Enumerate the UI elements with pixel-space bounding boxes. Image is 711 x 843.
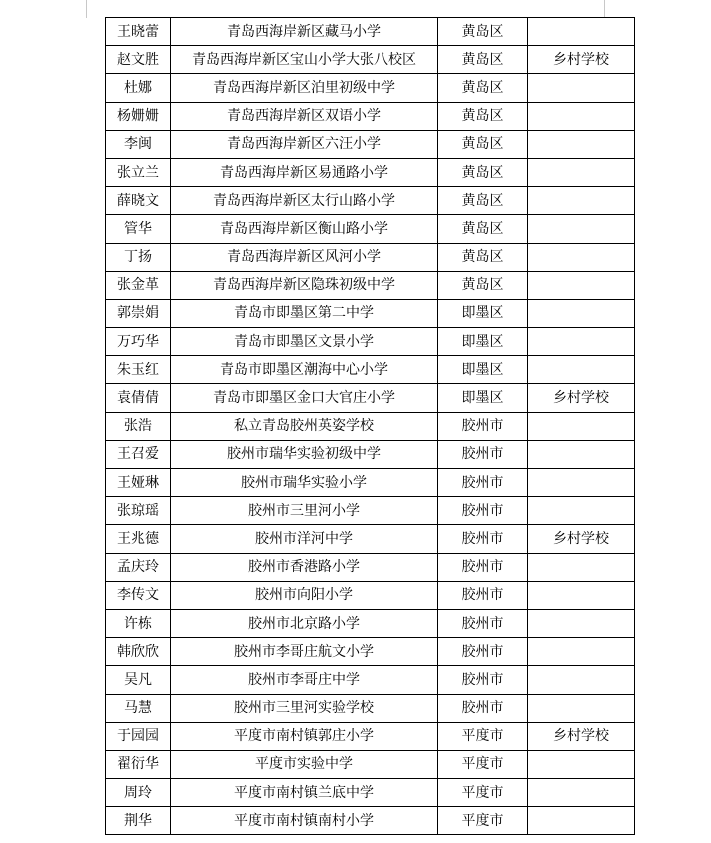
table-row [106,46,635,74]
school-type-cell [528,18,635,46]
school-type-cell [528,328,635,356]
school-name-cell: 胶州市向阳小学 [171,581,438,609]
district-cell: 黄岛区 [438,271,528,299]
district-cell: 黄岛区 [438,46,528,74]
school-type-cell [528,609,635,637]
teacher-name-cell: 李闽 [106,130,171,158]
district-cell: 黄岛区 [438,187,528,215]
school-type-cell [528,553,635,581]
district-cell: 平度市 [438,779,528,807]
district-cell: 平度市 [438,807,528,835]
district-cell: 即墨区 [438,384,528,412]
school-name-cell: 青岛西海岸新区易通路小学 [171,158,438,186]
district-cell: 即墨区 [438,299,528,327]
school-name-cell: 胶州市李哥庄中学 [171,666,438,694]
school-type-cell [528,694,635,722]
teacher-name-cell: 周玲 [106,779,171,807]
teacher-name-cell: 管华 [106,215,171,243]
page-corner-marks [0,0,711,18]
teacher-name-cell: 孟庆玲 [106,553,171,581]
table-row [106,356,635,384]
teacher-name-cell: 王召爱 [106,440,171,468]
teacher-name-cell: 王晓蕾 [106,18,171,46]
school-type-cell [528,750,635,778]
teacher-name-cell: 杜娜 [106,74,171,102]
district-cell: 胶州市 [438,497,528,525]
teacher-name-cell: 袁倩倩 [106,384,171,412]
school-type-cell [528,469,635,497]
school-type-cell: 乡村学校 [528,384,635,412]
page-margin-mark-right [604,0,605,18]
teacher-name-cell: 韩欣欣 [106,638,171,666]
school-name-cell: 胶州市三里河实验学校 [171,694,438,722]
school-type-cell [528,299,635,327]
school-name-cell: 平度市南村镇兰底中学 [171,779,438,807]
school-name-cell: 平度市南村镇郭庄小学 [171,722,438,750]
table-row [106,243,635,271]
district-cell: 黄岛区 [438,102,528,130]
district-cell: 胶州市 [438,553,528,581]
district-cell: 平度市 [438,722,528,750]
teacher-name-cell: 张金革 [106,271,171,299]
school-type-cell [528,666,635,694]
school-type-cell [528,779,635,807]
table-row [106,638,635,666]
district-cell: 即墨区 [438,356,528,384]
teacher-name-cell: 万巧华 [106,328,171,356]
school-name-cell: 胶州市李哥庄航文小学 [171,638,438,666]
school-type-cell [528,440,635,468]
school-name-cell: 胶州市北京路小学 [171,609,438,637]
school-type-cell [528,158,635,186]
school-name-cell: 青岛西海岸新区太行山路小学 [171,187,438,215]
table-row [106,750,635,778]
roster-body [106,18,635,835]
school-type-cell [528,412,635,440]
district-cell: 黄岛区 [438,243,528,271]
school-name-cell: 青岛西海岸新区宝山小学大张八校区 [171,46,438,74]
table-row [106,74,635,102]
table-row [106,18,635,46]
teacher-name-cell: 许栋 [106,609,171,637]
teacher-name-cell: 王娅琳 [106,469,171,497]
school-name-cell: 胶州市三里河小学 [171,497,438,525]
school-name-cell: 平度市实验中学 [171,750,438,778]
teacher-name-cell: 张立兰 [106,158,171,186]
school-type-cell [528,215,635,243]
table-row [106,158,635,186]
table-row [106,553,635,581]
school-name-cell: 胶州市瑞华实验初级中学 [171,440,438,468]
school-name-cell: 青岛西海岸新区六汪小学 [171,130,438,158]
district-cell: 黄岛区 [438,18,528,46]
school-name-cell: 青岛西海岸新区泊里初级中学 [171,74,438,102]
school-name-cell: 青岛市即墨区潮海中心小学 [171,356,438,384]
school-name-cell: 胶州市瑞华实验小学 [171,469,438,497]
page-margin-mark-left [86,0,87,18]
table-row [106,525,635,553]
school-name-cell: 青岛市即墨区文景小学 [171,328,438,356]
teacher-name-cell: 王兆德 [106,525,171,553]
district-cell: 胶州市 [438,638,528,666]
school-name-cell: 青岛西海岸新区衡山路小学 [171,215,438,243]
district-cell: 黄岛区 [438,130,528,158]
table-row [106,412,635,440]
table-row [106,328,635,356]
table-row [106,807,635,835]
school-type-cell: 乡村学校 [528,722,635,750]
table-row [106,779,635,807]
teacher-name-cell: 李传文 [106,581,171,609]
school-name-cell: 胶州市洋河中学 [171,525,438,553]
teacher-name-cell: 赵文胜 [106,46,171,74]
table-row [106,440,635,468]
school-type-cell [528,638,635,666]
school-name-cell: 青岛市即墨区金口大官庄小学 [171,384,438,412]
school-type-cell [528,74,635,102]
school-type-cell [528,581,635,609]
district-cell: 胶州市 [438,469,528,497]
school-type-cell [528,102,635,130]
table-row [106,497,635,525]
school-type-cell [528,497,635,525]
district-cell: 胶州市 [438,525,528,553]
district-cell: 胶州市 [438,609,528,637]
school-name-cell: 青岛市即墨区第二中学 [171,299,438,327]
school-name-cell: 平度市南村镇南村小学 [171,807,438,835]
school-name-cell: 青岛西海岸新区风河小学 [171,243,438,271]
teacher-name-cell: 丁扬 [106,243,171,271]
district-cell: 平度市 [438,750,528,778]
district-cell: 黄岛区 [438,215,528,243]
district-cell: 胶州市 [438,412,528,440]
school-name-cell: 青岛西海岸新区隐珠初级中学 [171,271,438,299]
teacher-name-cell: 朱玉红 [106,356,171,384]
school-type-cell [528,243,635,271]
school-name-cell: 青岛西海岸新区藏马小学 [171,18,438,46]
school-type-cell [528,271,635,299]
school-type-cell [528,187,635,215]
teacher-name-cell: 马慧 [106,694,171,722]
teacher-name-cell: 张琼瑶 [106,497,171,525]
teacher-name-cell: 翟衍华 [106,750,171,778]
table-row [106,609,635,637]
table-row [106,187,635,215]
teacher-roster-table [105,17,635,835]
school-name-cell: 私立青岛胶州英姿学校 [171,412,438,440]
district-cell: 黄岛区 [438,74,528,102]
teacher-name-cell: 吴凡 [106,666,171,694]
teacher-name-cell: 郭崇娟 [106,299,171,327]
school-name-cell: 胶州市香港路小学 [171,553,438,581]
table-row [106,581,635,609]
teacher-name-cell: 于园园 [106,722,171,750]
table-row [106,271,635,299]
table-row [106,384,635,412]
school-type-cell [528,807,635,835]
teacher-name-cell: 张浩 [106,412,171,440]
school-type-cell: 乡村学校 [528,525,635,553]
teacher-name-cell: 薛晓文 [106,187,171,215]
district-cell: 胶州市 [438,666,528,694]
table-row [106,469,635,497]
table-row [106,215,635,243]
district-cell: 即墨区 [438,328,528,356]
school-name-cell: 青岛西海岸新区双语小学 [171,102,438,130]
teacher-name-cell: 荆华 [106,807,171,835]
table-row [106,666,635,694]
table-row [106,722,635,750]
school-type-cell [528,356,635,384]
district-cell: 胶州市 [438,581,528,609]
teacher-name-cell: 杨姗姗 [106,102,171,130]
district-cell: 胶州市 [438,694,528,722]
district-cell: 胶州市 [438,440,528,468]
table-row [106,299,635,327]
table-row [106,694,635,722]
table-row [106,102,635,130]
school-type-cell [528,130,635,158]
table-row [106,130,635,158]
school-type-cell: 乡村学校 [528,46,635,74]
district-cell: 黄岛区 [438,158,528,186]
